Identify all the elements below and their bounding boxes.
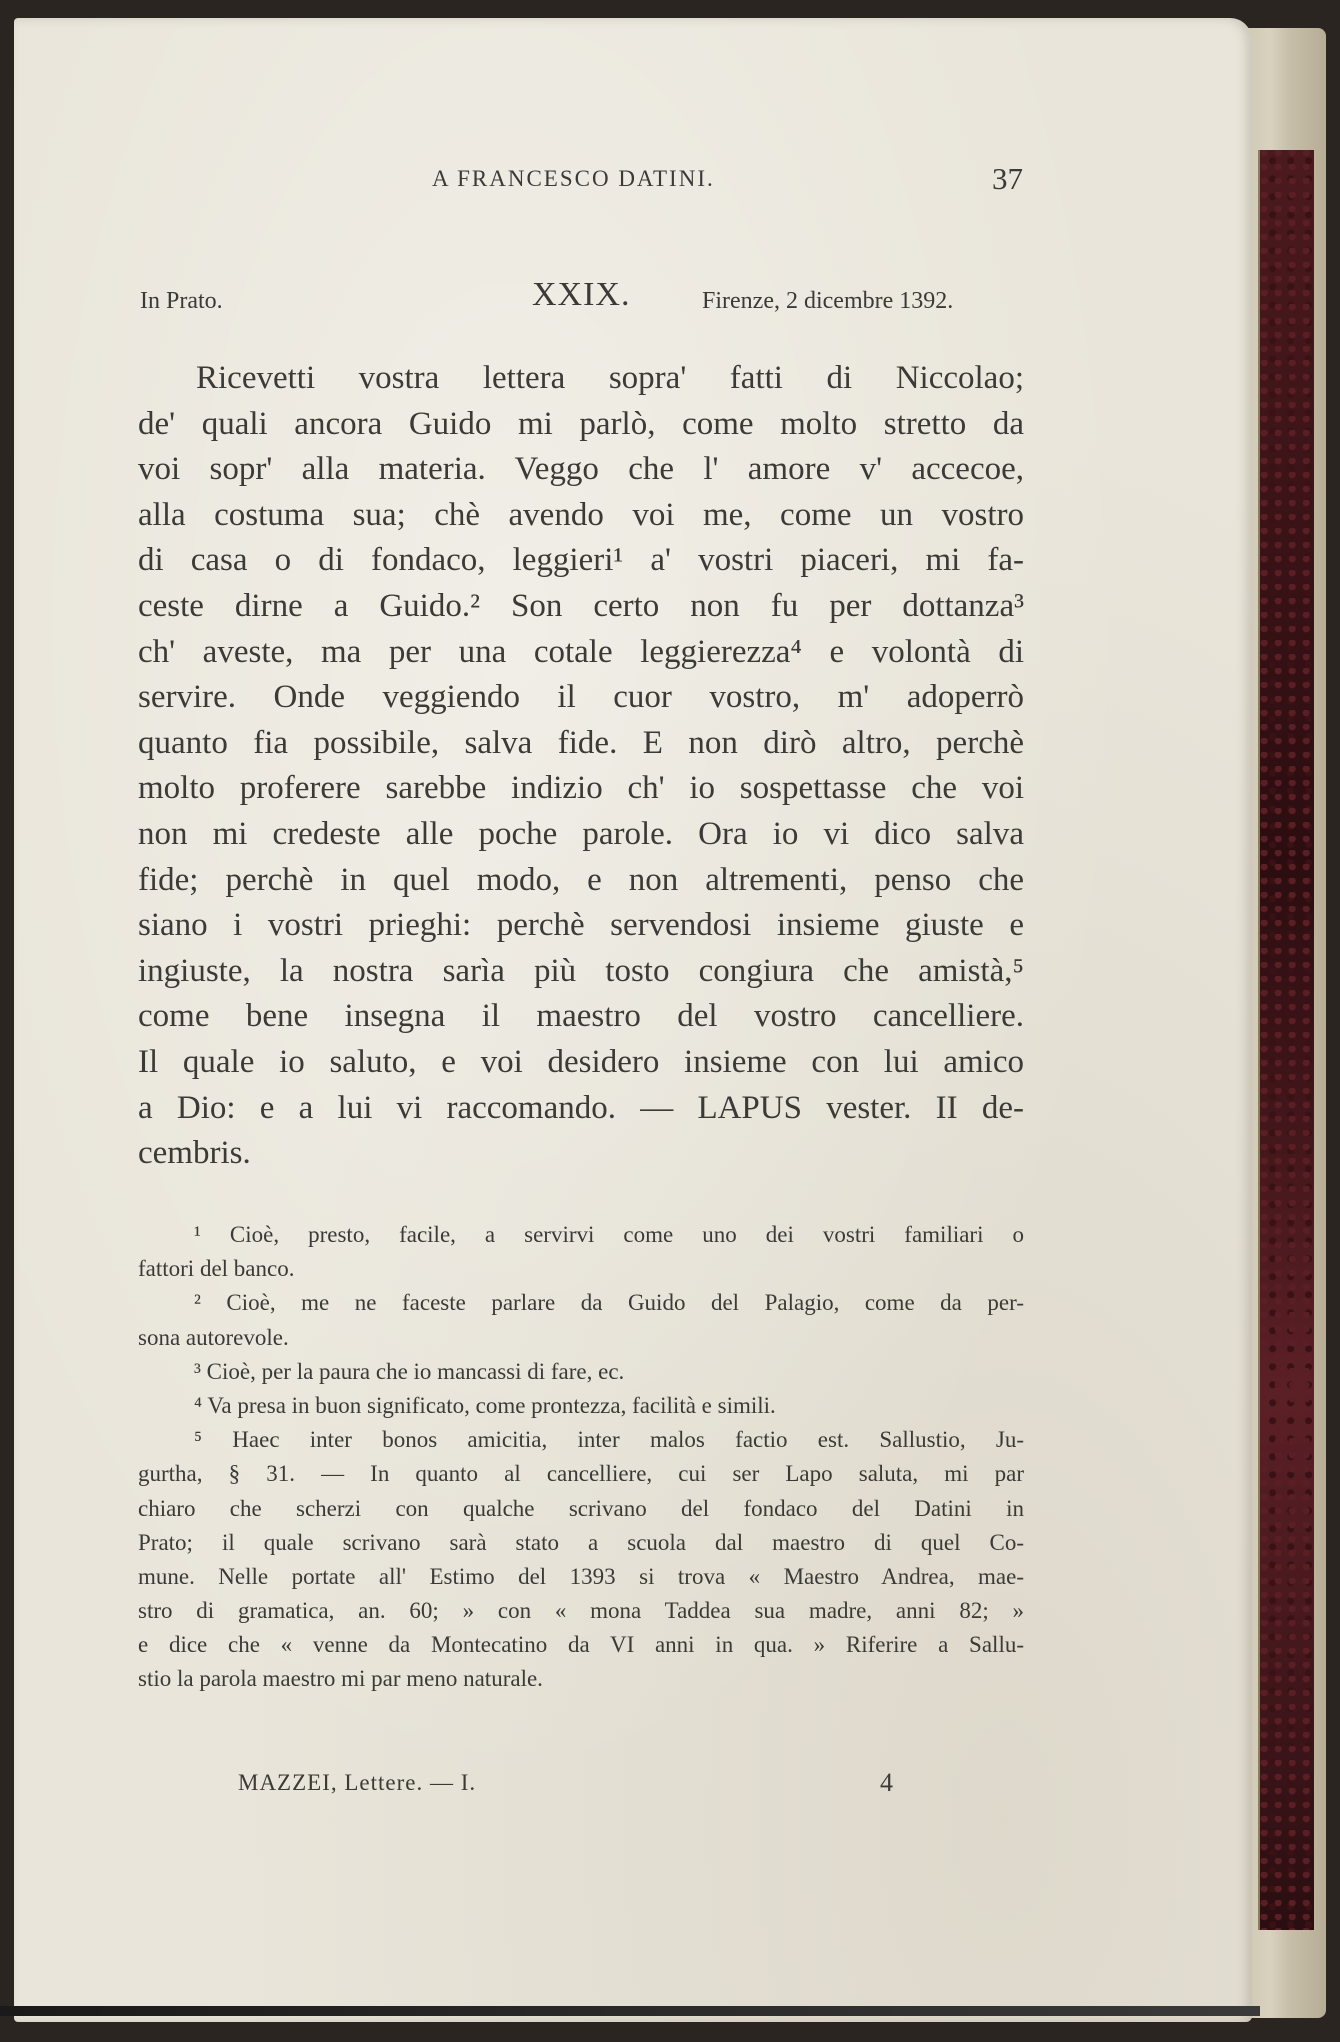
footnote-line: chiaro che scherzi con qualche scrivano del fondaco del Datini in: [138, 1495, 1024, 1521]
body-line: di casa o di fondaco, leggieri¹ a' vostri piaceri, mi fa-: [138, 542, 1024, 579]
letter-body: [138, 356, 1024, 1177]
body-line: cembris.: [138, 1135, 251, 1172]
footnote-line: ¹ Cioè, presto, facile, a servirvi come uno dei vostri familiari o: [194, 1222, 1024, 1247]
running-title: A FRANCESCO DATINI.: [432, 166, 715, 191]
footnote-line: ² Cioè, me ne faceste parlare da Guido del Palagio, come da per-: [194, 1290, 1024, 1316]
body-line: Ricevetti vostra lettera sopra' fatti di Niccolao;: [196, 360, 1024, 396]
binding-edge: [0, 2006, 1260, 2016]
footnote-line: gurtha, § 31. — In quanto al cancelliere, cui ser Lapo saluta, mi par: [138, 1461, 1024, 1487]
footnote-line: stio la parola maestro mi par meno naturale.: [138, 1666, 543, 1692]
body-line: quanto fia possibile, salva fide. E non dirò altro, perchè: [138, 724, 1024, 761]
body-line: ceste dirne a Guido.² Son certo non fu per dottanza³: [138, 587, 1024, 624]
body-line: de' quali ancora Guido mi parlò, come molto stretto da: [138, 405, 1024, 442]
letter-number: XXIX.: [532, 276, 631, 313]
footnote-line: e dice che « venne da Montecatino da VI anni in qua. » Riferire a Sallu-: [138, 1632, 1024, 1658]
footnote-line: ³ Cioè, per la paura che io mancassi di fare, ec.: [194, 1358, 625, 1384]
footnote-line: sona autorevole.: [138, 1324, 289, 1350]
footnote-line: fattori del banco.: [138, 1256, 295, 1282]
book-marbled-edge: [1258, 150, 1314, 1930]
footnote-line: ⁴ Va presa in buon significato, come prontezza, facilità e simili.: [194, 1392, 776, 1418]
footnotes: [138, 1218, 1024, 1697]
body-line: fide; perchè in quel modo, e non altrementi, penso che: [138, 861, 1024, 898]
footnote-line: mune. Nelle portate all' Estimo del 1393 si trova « Maestro Andrea, mae-: [138, 1563, 1024, 1589]
footer-signature: MAZZEI, Lettere. — I.: [238, 1770, 477, 1795]
body-line: molto proferere sarebbe indizio ch' io sospettasse che voi: [138, 770, 1024, 807]
body-line: come bene insegna il maestro del vostro cancelliere.: [138, 998, 1024, 1035]
page-number: 37: [992, 161, 1023, 196]
body-line: servire. Onde veggiendo il cuor vostro, m' adoperrò: [138, 679, 1024, 716]
letter-place: In Prato.: [140, 288, 223, 314]
footnote-line: ⁵ Haec inter bonos amicitia, inter malos factio est. Sallustio, Ju-: [194, 1427, 1024, 1453]
sheet-number: 4: [880, 1768, 893, 1797]
footnote-line: stro di gramatica, an. 60; » con « mona Taddea sua madre, anni 82; »: [138, 1598, 1024, 1624]
body-line: ingiuste, la nostra sarìa più tosto congiura che amistà,⁵: [138, 952, 1024, 989]
footnote-line: Prato; il quale scrivano sarà stato a scuola dal maestro di quel Co-: [138, 1529, 1024, 1555]
body-line: a Dio: e a lui vi raccomando. — LAPUS vester. II de-: [138, 1089, 1024, 1126]
book-page: [14, 18, 1252, 2022]
body-line: ch' aveste, ma per una cotale leggierezza⁴ e volontà di: [138, 633, 1024, 670]
body-line: Il quale io saluto, e voi desidero insieme con lui amico: [138, 1043, 1024, 1080]
body-line: voi sopr' alla materia. Veggo che l' amore v' accecoe,: [138, 451, 1024, 488]
body-line: alla costuma sua; chè avendo voi me, come un vostro: [138, 496, 1024, 533]
body-line: siano i vostri prieghi: perchè servendosi insieme giuste e: [138, 907, 1024, 944]
letter-date: Firenze, 2 dicembre 1392.: [702, 288, 954, 314]
body-line: non mi credeste alle poche parole. Ora io vi dico salva: [138, 815, 1024, 852]
